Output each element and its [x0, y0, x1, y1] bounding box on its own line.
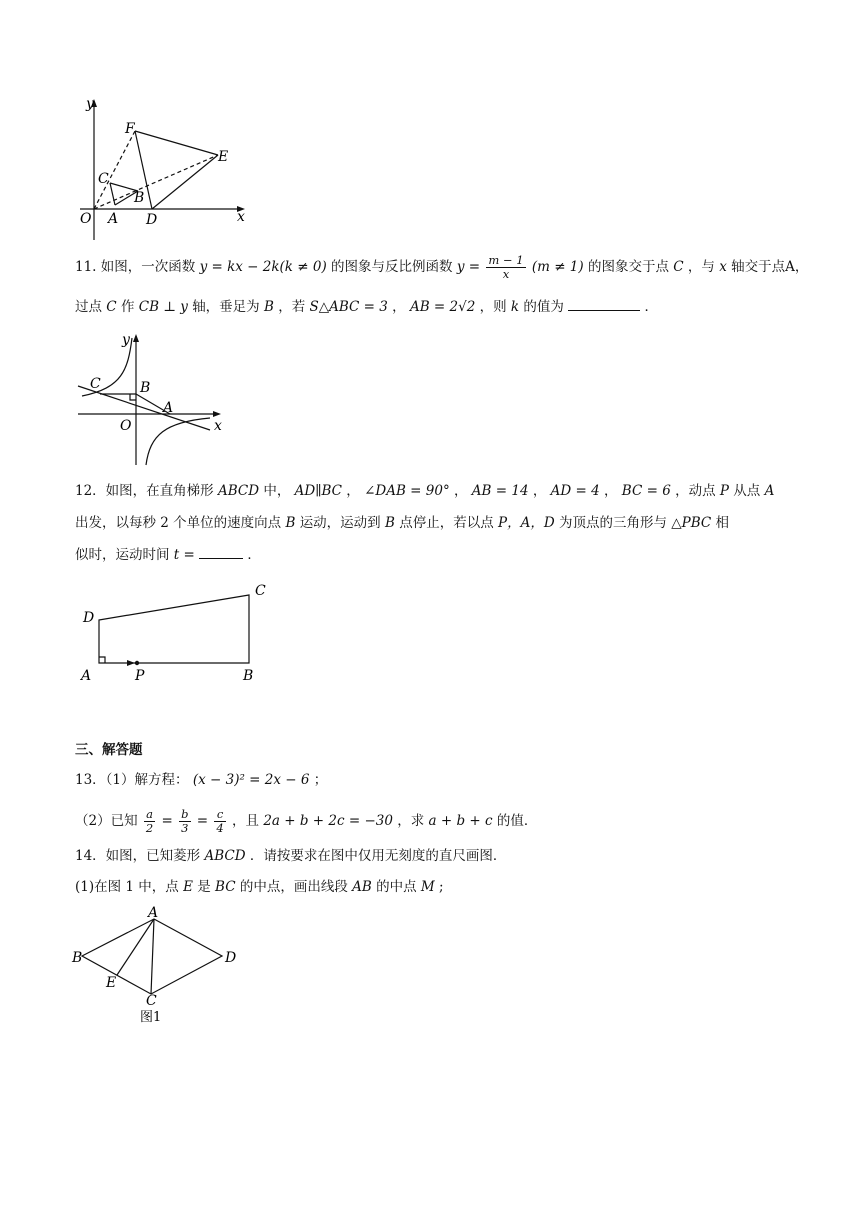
q11-text: ． [644, 299, 658, 315]
q14-text: 的中点 [376, 879, 417, 895]
fig12-label-d: D [83, 610, 95, 626]
figure-q12-svg [75, 578, 275, 688]
figure-q10 [70, 95, 260, 245]
q12-line3 [75, 545, 261, 565]
q11-area: S△ABC = 3 [309, 299, 388, 315]
q12-point: A [764, 483, 775, 499]
q12-text: 为顶点的三角形与 [558, 515, 667, 531]
q12-points: P，A，D [498, 515, 555, 531]
fig10-label-e: E [218, 149, 229, 165]
q13-frac-num: c [214, 808, 225, 822]
q13-condition: 2a + b + 2c = −30 [263, 813, 393, 829]
q11-var: k [510, 299, 520, 315]
q12-text: ， [346, 483, 360, 499]
q12-text: 点停止，若以点 [399, 515, 494, 531]
figure-q12 [75, 578, 275, 688]
q14-text: 的中点，画出线段 [239, 879, 348, 895]
q12-line2 [75, 513, 729, 533]
fig12-label-a: A [81, 668, 92, 684]
q14-text: (1)在图 1 中，点 [75, 879, 179, 895]
section-heading: 三、解答题 [75, 742, 143, 758]
q14-segment: AB [352, 879, 372, 895]
q14-text: 14．如图，已知菱形 [75, 848, 201, 864]
q13-frac-c [214, 808, 225, 835]
fig11-label-x: x [214, 418, 222, 434]
q12-text: 运动，运动到 [299, 515, 381, 531]
figure-q11 [70, 330, 240, 470]
q13-frac-b [179, 808, 190, 835]
figure-q14-svg [70, 905, 250, 1030]
q14-point: M [420, 879, 435, 895]
q11-point: C [673, 259, 684, 275]
q12-point: B [384, 515, 395, 531]
q12-parallel: AD∥BC [294, 483, 342, 499]
q14-text: 是 [197, 879, 211, 895]
q13-text: ； [313, 772, 328, 788]
fig14-label-e: E [106, 975, 117, 991]
q12-point: P [719, 483, 729, 499]
fig12-label-c: C [255, 583, 266, 599]
q12-line1 [75, 481, 774, 501]
q13-frac-a [144, 808, 155, 835]
q13-frac-den: 4 [216, 821, 224, 835]
q11-perpendicular: CB ⊥ y [138, 299, 188, 315]
q12-bc: BC = 6 [621, 483, 671, 499]
q12-text: ， [454, 483, 468, 499]
q14-line1 [75, 846, 506, 866]
q13-frac-den: 3 [181, 821, 189, 835]
q13-text: ，求 [397, 813, 425, 829]
q14-rhombus: ABCD [204, 848, 246, 864]
q11-frac-num: m − 1 [488, 253, 524, 267]
q13-equation: (x − 3)² = 2x − 6 [192, 772, 310, 788]
q12-angle: ∠DAB = 90° [364, 483, 450, 499]
q11-line1 [75, 254, 808, 281]
q13-frac-num: a [144, 808, 155, 822]
fig14-label-a: A [148, 905, 159, 921]
q12-ab: AB = 14 [471, 483, 529, 499]
fig10-label-b: B [134, 190, 145, 206]
q11-var: x [719, 259, 727, 275]
fig10-label-f: F [125, 121, 135, 137]
fig10-label-a: A [108, 211, 119, 227]
q11-text: ，若 [278, 299, 306, 315]
q13-frac-den: 2 [145, 821, 154, 835]
q13-part1 [75, 770, 327, 790]
fig14-caption: 图1 [140, 1010, 162, 1025]
fig11-label-o: O [120, 418, 132, 434]
q11-condition: (m ≠ 1) [531, 259, 584, 275]
q11-text: 的图象与反比例函数 [331, 259, 453, 275]
q13-eq-sign: = [196, 813, 209, 829]
q12-triangle: △PBC [671, 515, 712, 531]
q13-frac-num: b [181, 807, 189, 821]
q13-text: ，且 [232, 813, 260, 829]
fig14-label-b: B [72, 950, 83, 966]
q13-eq-sign: = [161, 813, 173, 829]
q11-text: 过点 [75, 299, 102, 315]
q12-text: 从点 [733, 483, 761, 499]
q13-text: 的值． [496, 813, 538, 829]
q11-text: 轴，垂足为 [192, 299, 260, 315]
q13-part2 [75, 808, 537, 835]
q12-text: 12．如图，在直角梯形 [75, 483, 214, 499]
q12-point: B [285, 515, 296, 531]
fig11-label-a: A [163, 400, 174, 416]
fig11-label-y: y [122, 332, 130, 348]
fig14-label-d: D [225, 950, 237, 966]
fig10-label-c: C [98, 171, 109, 187]
q11-point: B [263, 299, 274, 315]
q12-text: 相 [715, 515, 730, 531]
q11-text: 的图象交于点 [587, 259, 669, 275]
fig10-label-d: D [146, 212, 158, 228]
q12-trapezoid: ABCD [217, 483, 260, 499]
q11-text: 作 [120, 299, 135, 315]
fig10-label-x: x [237, 209, 245, 225]
q11-fraction [486, 254, 525, 281]
q12-text: ， [604, 483, 618, 499]
fig12-label-p: P [135, 668, 145, 684]
fig11-label-b: B [140, 380, 151, 396]
fig11-label-c: C [90, 376, 101, 392]
fig12-point-p [135, 661, 139, 665]
q12-answer-blank[interactable] [199, 558, 243, 559]
q11-line2 [75, 297, 658, 317]
q13-text: 13．（1）解方程： [75, 772, 189, 788]
q11-text: 的值为 [523, 299, 564, 315]
q11-text: ，与 [687, 259, 715, 275]
q11-text: 轴交于点A， [731, 259, 809, 275]
q14-text: ; [439, 879, 444, 895]
q12-text: ，动点 [675, 483, 716, 499]
q11-point: C [106, 299, 117, 315]
q12-text: 中， [263, 483, 291, 499]
q11-linear-function: y = kx − 2k(k ≠ 0) [199, 259, 327, 275]
fig14-label-c: C [146, 993, 157, 1009]
fig12-label-b: B [243, 668, 254, 684]
figure-q11-svg [70, 330, 240, 470]
fig10-label-o: O [80, 211, 92, 227]
q12-text: 出发，以每秒 2 个单位的速度向点 [75, 515, 282, 531]
figure-q14 [70, 905, 250, 1030]
q12-ad: AD = 4 [550, 483, 600, 499]
q13-text: （2）已知 [75, 813, 138, 829]
q12-text: 似时，运动时间 [75, 547, 170, 563]
q11-inverse-lhs: y = [456, 259, 481, 275]
figure-q10-svg [70, 95, 260, 245]
q11-frac-den: x [502, 267, 510, 281]
q11-length: AB = 2√2 [409, 299, 476, 315]
q11-text: 11. 如图，一次函数 [75, 259, 196, 275]
q12-text: ． [247, 547, 261, 563]
q14-point: E [183, 879, 193, 895]
q13-sum: a + b + c [428, 813, 493, 829]
q12-time-var: t = [173, 547, 195, 563]
q11-text: ，则 [479, 299, 507, 315]
q14-line2 [75, 877, 444, 897]
q14-segment: BC [215, 879, 236, 895]
q11-text: ， [392, 299, 406, 315]
fig12-arrow [127, 660, 135, 666]
q11-answer-blank[interactable] [568, 310, 640, 311]
fig10-label-y: y [86, 96, 94, 112]
q14-text: ．请按要求在图中仅用无刻度的直尺画图． [249, 848, 507, 864]
q12-text: ， [532, 483, 547, 499]
